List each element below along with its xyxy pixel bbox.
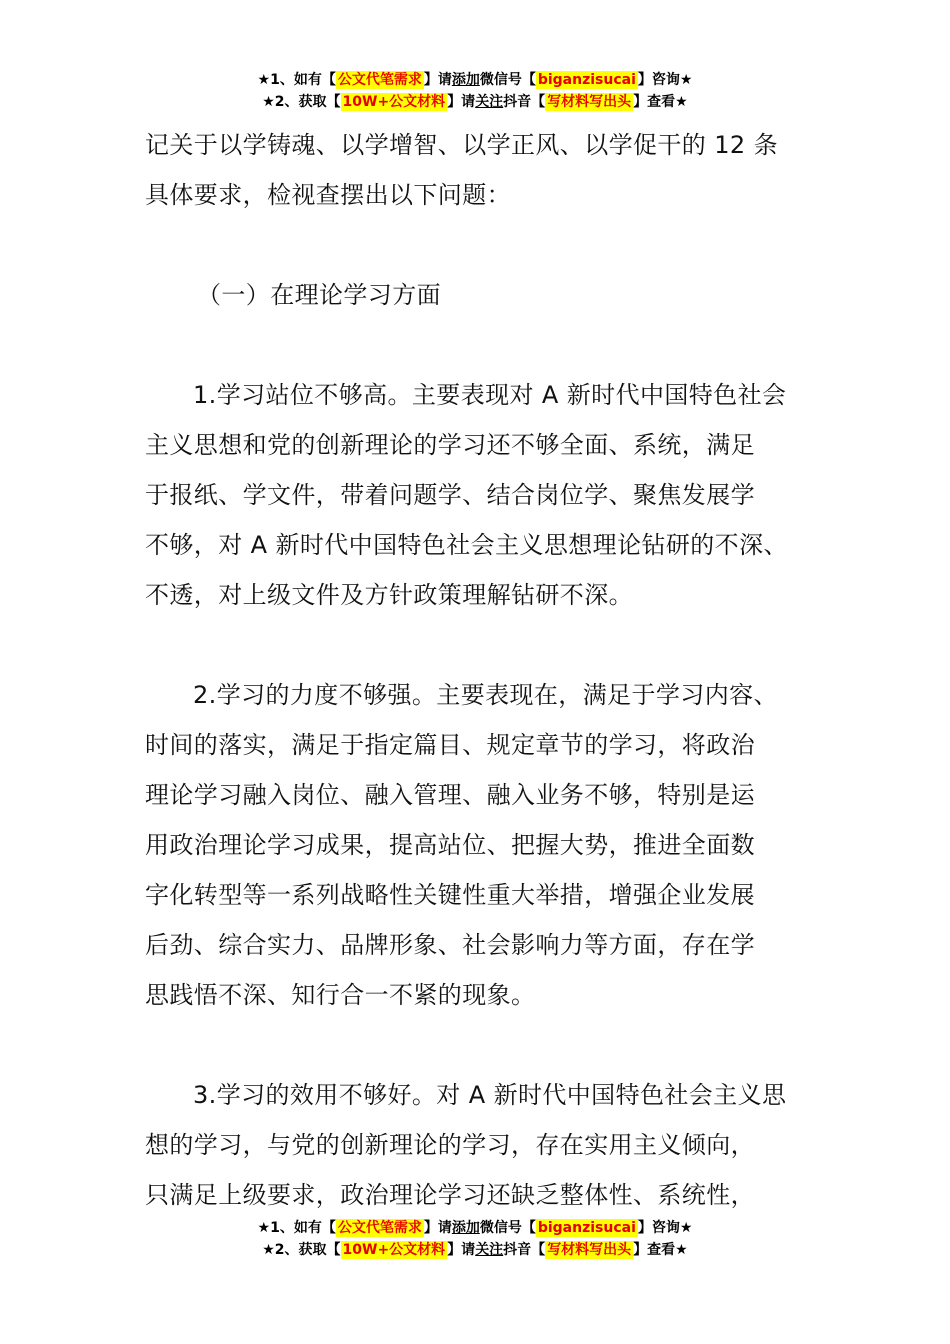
section-heading: （一）在理论学习方面 bbox=[197, 281, 441, 309]
footer-line-1-mid: 】请 bbox=[423, 1220, 452, 1236]
highlight-service: 公文代笔需求 bbox=[337, 72, 422, 88]
header-line-1-post: 】咨询★ bbox=[637, 72, 693, 88]
paragraph-line: 主义思想和党的创新理论的学习还不够全面、系统，满足 bbox=[145, 431, 755, 459]
emphasis-follow: 关注 bbox=[475, 94, 504, 110]
footer-line-2-mid2: 抖音【 bbox=[503, 1242, 546, 1258]
highlight-douyin-account: 写材料写出头 bbox=[547, 1242, 632, 1258]
footer-line-2-mid: 】请 bbox=[447, 1242, 476, 1258]
intro-line: 记关于以学铸魂、以学增智、以学正风、以学促干的 12 条 bbox=[145, 131, 778, 159]
paragraph-line: 思践悟不深、知行合一不紧的现象。 bbox=[145, 981, 536, 1009]
paragraph-line: 用政治理论学习成果，提高站位、把握大势，推进全面数 bbox=[145, 831, 755, 859]
paragraph-line: 2.学习的力度不够强。主要表现在，满足于学习内容、 bbox=[193, 681, 778, 709]
paragraph-line: 于报纸、学文件，带着问题学、结合岗位学、聚焦发展学 bbox=[145, 481, 755, 509]
footer-line-2-pre: ★2、获取【 bbox=[262, 1242, 341, 1258]
highlight-wechat-id: biganzisucai bbox=[537, 1220, 636, 1236]
footer-line-1-pre: ★1、如有【 bbox=[257, 1220, 336, 1236]
paragraph-line: 3.学习的效用不够好。对 A 新时代中国特色社会主义思 bbox=[193, 1081, 787, 1109]
paragraph-line: 时间的落实，满足于指定篇目、规定章节的学习，将政治 bbox=[145, 731, 755, 759]
footer-line-1 bbox=[0, 1217, 950, 1239]
header-line-1 bbox=[0, 69, 950, 91]
paragraph-line: 想的学习，与党的创新理论的学习，存在实用主义倾向， bbox=[145, 1131, 755, 1159]
document-body bbox=[145, 120, 825, 1220]
footer-line-2 bbox=[0, 1239, 950, 1261]
header-line-1-pre: ★1、如有【 bbox=[257, 72, 336, 88]
intro-line: 具体要求，检视查摆出以下问题： bbox=[145, 181, 511, 209]
highlight-douyin-account: 写材料写出头 bbox=[547, 94, 632, 110]
header-line-2-pre: ★2、获取【 bbox=[262, 94, 341, 110]
paragraph-line: 后劲、综合实力、品牌形象、社会影响力等方面，存在学 bbox=[145, 931, 755, 959]
emphasis-follow: 关注 bbox=[475, 1242, 504, 1258]
header-line-1-mid: 】请 bbox=[423, 72, 452, 88]
paragraph-line: 不透，对上级文件及方针政策理解钻研不深。 bbox=[145, 581, 633, 609]
highlight-materials: 10W+公文材料 bbox=[342, 94, 446, 110]
paragraph-line: 不够，对 A 新时代中国特色社会主义思想理论钻研的不深、 bbox=[145, 531, 788, 559]
footer-banner bbox=[0, 1217, 950, 1261]
header-line-2-mid2: 抖音【 bbox=[503, 94, 546, 110]
paragraph-line: 理论学习融入岗位、融入管理、融入业务不够，特别是运 bbox=[145, 781, 755, 809]
header-line-1-mid2: 微信号【 bbox=[479, 72, 536, 88]
header-banner bbox=[0, 69, 950, 113]
paragraph-line: 只满足上级要求，政治理论学习还缺乏整体性、系统性， bbox=[145, 1181, 755, 1209]
highlight-materials: 10W+公文材料 bbox=[342, 1242, 446, 1258]
paragraph-line: 1.学习站位不够高。主要表现对 A 新时代中国特色社会 bbox=[193, 381, 787, 409]
emphasis-add: 添加 bbox=[451, 72, 480, 88]
paragraph-line: 字化转型等一系列战略性关键性重大举措，增强企业发展 bbox=[145, 881, 755, 909]
header-line-2-mid: 】请 bbox=[447, 94, 476, 110]
header-line-2-post: 】查看★ bbox=[633, 94, 688, 110]
emphasis-add: 添加 bbox=[451, 1220, 480, 1236]
highlight-service: 公文代笔需求 bbox=[337, 1220, 422, 1236]
header-line-2 bbox=[0, 91, 950, 113]
footer-line-2-post: 】查看★ bbox=[633, 1242, 688, 1258]
highlight-wechat-id: biganzisucai bbox=[537, 72, 636, 88]
footer-line-1-post: 】咨询★ bbox=[637, 1220, 693, 1236]
footer-line-1-mid2: 微信号【 bbox=[479, 1220, 536, 1236]
